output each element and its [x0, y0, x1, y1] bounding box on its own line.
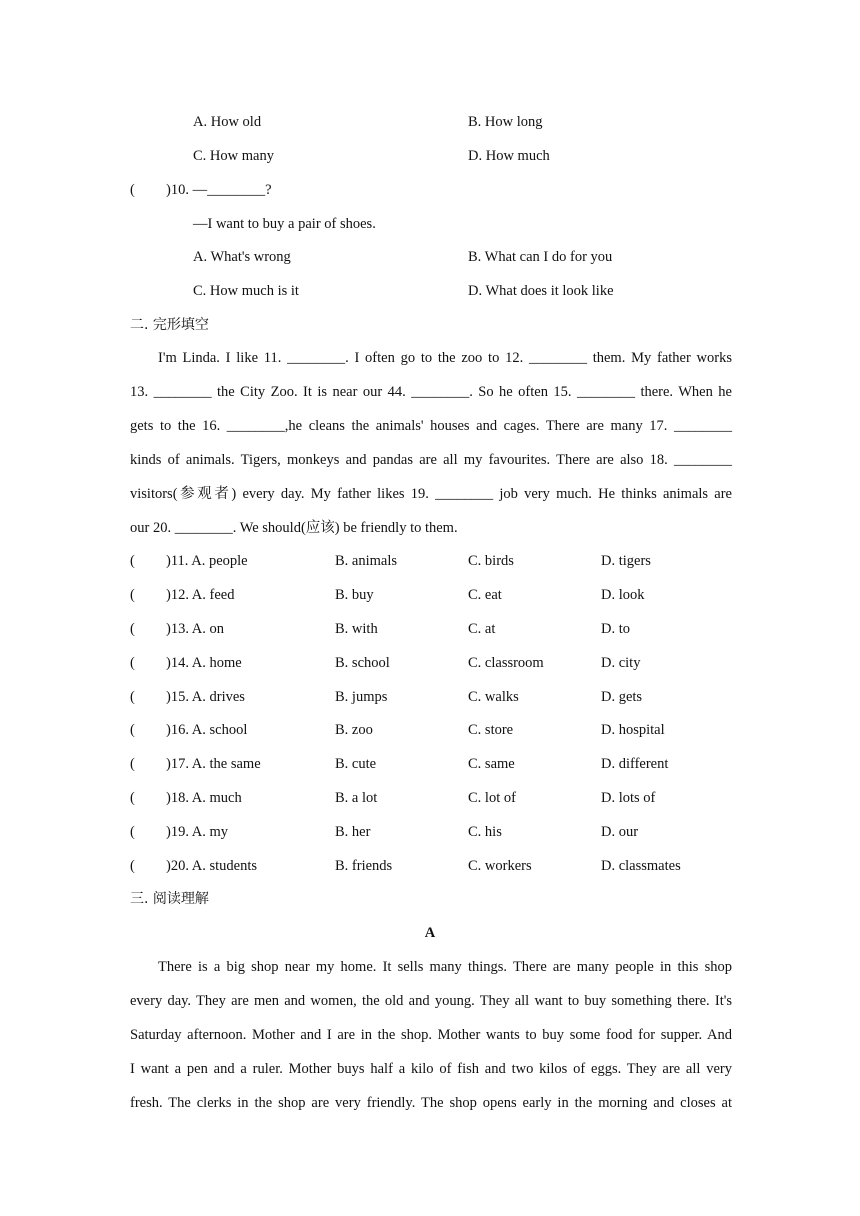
option-a: )17. A. the same	[166, 756, 261, 772]
option-a: )14. A. home	[166, 655, 242, 671]
answer-paren: (	[130, 790, 135, 806]
option-d: D. to	[601, 621, 630, 637]
reading-passage-line: Saturday afternoon. Mother and I are in the shop. Mother wants to buy some food for supper. And	[130, 1027, 732, 1043]
reading-passage-line: fresh. The clerks in the shop are very friendly. The shop opens early in the morning and closes at	[130, 1095, 732, 1111]
q9-option-c: C. How many	[193, 148, 274, 164]
option-b: B. cute	[335, 756, 377, 772]
option-b: B. zoo	[335, 722, 373, 738]
reading-passage-line: I want a pen and a ruler. Mother buys half a kilo of fish and two kilos of eggs. They are all very	[130, 1061, 732, 1077]
option-c: C. lot of	[468, 790, 516, 806]
option-d: D. different	[601, 756, 669, 772]
option-c: C. eat	[468, 587, 502, 603]
reading-passage	[130, 958, 732, 1128]
option-c: C. store	[468, 722, 514, 738]
option-a: )13. A. on	[166, 621, 224, 637]
answer-paren: (	[130, 587, 135, 603]
option-c: C. workers	[468, 858, 532, 874]
reading-passage-line: every day. They are men and women, the old and young. They all want to buy something there. It's	[130, 993, 732, 1009]
option-b: B. a lot	[335, 790, 378, 806]
cloze-passage-line: gets to the 16. ________,he cleans the animals' houses and cages. There are many 17. ________	[130, 418, 732, 434]
option-c: C. classroom	[468, 655, 544, 671]
cloze-passage-line: kinds of animals. Tigers, monkeys and pandas are all my favourites. There are also 18. ________	[130, 452, 732, 468]
section3-heading: 三. 阅读理解	[130, 891, 209, 907]
cloze-passage-line: visitors(参观者) every day. My father likes 19. ________ job very much. He thinks animals are	[130, 486, 732, 502]
option-d: D. look	[601, 587, 645, 603]
option-c: C. birds	[468, 553, 514, 569]
q10-prompt: )10. —________?	[166, 182, 272, 198]
option-a: )20. A. students	[166, 858, 258, 874]
option-c: C. walks	[468, 689, 519, 705]
option-b: B. with	[335, 621, 378, 637]
q10-option-c: C. How much is it	[193, 283, 299, 299]
option-b: B. friends	[335, 858, 393, 874]
option-a: )11. A. people	[166, 553, 248, 569]
cloze-passage-line: I'm Linda. I like 11. ________. I often go to the zoo to 12. ________ them. My father works	[158, 350, 732, 366]
answer-paren: (	[130, 756, 135, 772]
option-a: )19. A. my	[166, 824, 229, 840]
option-d: D. gets	[601, 689, 643, 705]
option-a: )16. A. school	[166, 722, 248, 738]
option-b: B. her	[335, 824, 371, 840]
answer-paren: (	[130, 858, 135, 874]
answer-paren: (	[130, 824, 135, 840]
option-b: B. jumps	[335, 689, 388, 705]
cloze-passage-line: our 20. ________. We should(应该) be friendly to them.	[130, 520, 458, 536]
reading-passage-title: A	[424, 925, 436, 941]
answer-paren: (	[130, 722, 135, 738]
answer-paren: (	[130, 655, 135, 671]
q10-option-a: A. What's wrong	[193, 249, 291, 265]
q9-option-a: A. How old	[193, 114, 262, 130]
answer-paren: (	[130, 621, 135, 637]
option-a: )15. A. drives	[166, 689, 245, 705]
option-c: C. his	[468, 824, 502, 840]
q10-option-b: B. What can I do for you	[468, 249, 613, 265]
option-a: )12. A. feed	[166, 587, 235, 603]
option-d: D. city	[601, 655, 641, 671]
answer-paren: (	[130, 689, 135, 705]
cloze-passage	[130, 349, 732, 553]
section2-heading: 二. 完形填空	[130, 317, 209, 333]
q9-option-b: B. How long	[468, 114, 543, 130]
option-b: B. school	[335, 655, 390, 671]
option-b: B. buy	[335, 587, 374, 603]
option-d: D. hospital	[601, 722, 665, 738]
option-a: )18. A. much	[166, 790, 242, 806]
option-c: C. same	[468, 756, 515, 772]
cloze-passage-line: 13. ________ the City Zoo. It is near our 44. ________. So he often 15. ________ there. When he	[130, 384, 732, 400]
option-d: D. classmates	[601, 858, 681, 874]
option-c: C. at	[468, 621, 496, 637]
option-d: D. tigers	[601, 553, 651, 569]
q10-answer-paren: (	[130, 182, 135, 198]
q10-reply: —I want to buy a pair of shoes.	[193, 216, 376, 232]
reading-passage-line: There is a big shop near my home. It sells many things. There are many people in this shop	[158, 959, 732, 975]
answer-paren: (	[130, 553, 135, 569]
option-b: B. animals	[335, 553, 398, 569]
q9-option-d: D. How much	[468, 148, 550, 164]
option-d: D. our	[601, 824, 639, 840]
option-d: D. lots of	[601, 790, 656, 806]
q10-option-d: D. What does it look like	[468, 283, 614, 299]
